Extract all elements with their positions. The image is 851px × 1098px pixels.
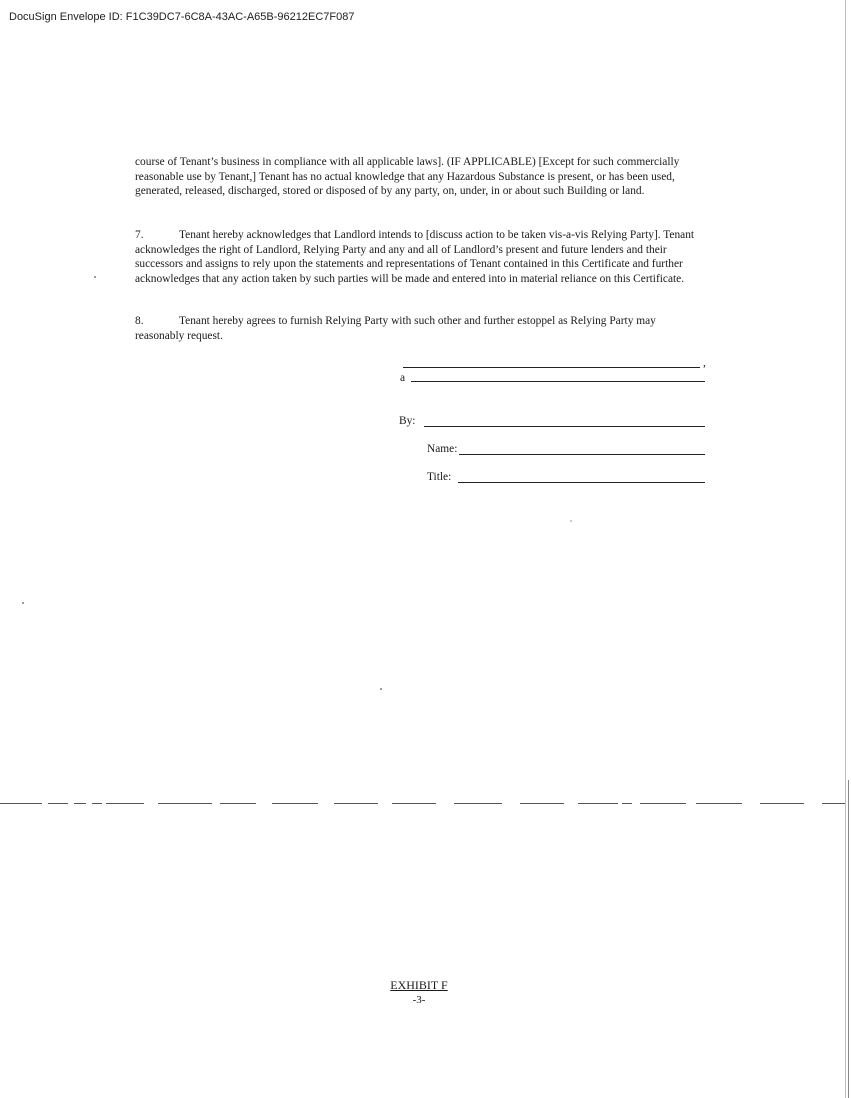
by-signature-line — [424, 426, 705, 427]
paragraph-8 — [135, 314, 703, 343]
paragraph-7-text: Tenant hereby acknowledges that Landlord intends to [discuss action to be taken vis-a-vis Relying Party]. Tenant acknowledges the right of Landlord, Relying Party and any and all of Landlord’s present and future lenders and their successors and assigns to rely upon the statements and representations of Tenant contained in this Certificate and further acknowledges that any action taken by such parties will be made and entered into in material reliance on this Certificate. — [135, 229, 695, 285]
tenant-name-line — [403, 367, 700, 368]
paragraph-8-number: 8. — [135, 315, 144, 327]
page-divider-segment — [760, 803, 804, 804]
scan-edge-line — [848, 780, 849, 1098]
scan-speck — [570, 520, 572, 522]
page-divider-segment — [92, 803, 102, 804]
page-divider-segment — [0, 803, 42, 804]
entity-a-label: a — [400, 372, 406, 384]
scan-speck — [22, 602, 24, 604]
title-label: Title: — [427, 471, 452, 483]
page-number: -3- — [412, 994, 426, 1006]
title-line — [458, 482, 705, 483]
page-divider-segment — [158, 803, 212, 804]
tenant-name-comma: , — [703, 357, 706, 369]
page-divider-segment — [822, 803, 846, 804]
page-divider-segment — [520, 803, 564, 804]
page-divider-segment — [640, 803, 686, 804]
page-divider-segment — [48, 803, 68, 804]
name-line — [459, 454, 705, 455]
page-divider-segment — [392, 803, 436, 804]
page-divider-segment — [334, 803, 378, 804]
page-divider-segment — [74, 803, 86, 804]
page-divider-segment — [622, 803, 632, 804]
scan-speck — [94, 276, 96, 278]
exhibit-title: EXHIBIT F — [390, 978, 448, 992]
paragraph-6-continuation: course of Tenant’s business in compliance with all applicable laws]. (IF APPLICABLE) [Except for such commercially reasonable use by Tenant,] Tenant has no actual knowledge that any Hazardous Substance is present, or has been used, generated, released, discharged, stored or disposed of by any party, on, under, in or about such Building or land. — [135, 156, 680, 198]
entity-type-line — [411, 381, 705, 382]
paragraph-8-text: Tenant hereby agrees to furnish Relying Party with such other and further estoppel as Relying Party may reasonably request. — [135, 315, 656, 342]
docusign-envelope-id: DocuSign Envelope ID: F1C39DC7-6C8A-43AC-A65B-96212EC7F087 — [9, 11, 355, 23]
scan-edge-line — [845, 0, 846, 1098]
page-divider-segment — [272, 803, 318, 804]
page-divider-segment — [454, 803, 502, 804]
paragraph-7 — [135, 228, 703, 286]
by-label: By: — [399, 415, 416, 427]
page-divider-segment — [220, 803, 256, 804]
page-divider-segment — [696, 803, 742, 804]
page-divider-segment — [578, 803, 618, 804]
scan-speck — [380, 688, 382, 690]
name-label: Name: — [427, 443, 458, 455]
page-divider-segment — [106, 803, 144, 804]
paragraph-7-number: 7. — [135, 229, 144, 241]
